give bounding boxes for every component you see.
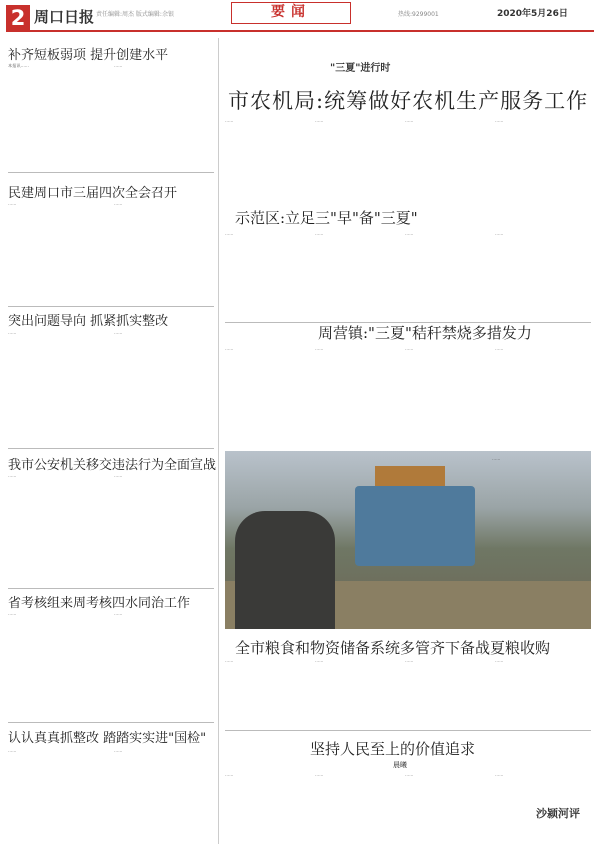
- section-title: 要闻: [231, 2, 351, 24]
- article-body: ……: [495, 658, 504, 663]
- article-body: ……: [114, 611, 123, 616]
- article-body: ……: [315, 772, 324, 777]
- article-body: ……: [405, 658, 414, 663]
- article-body: ……: [8, 201, 17, 206]
- headline-public-security: 我市公安机关移交违法行为全面宣战: [8, 458, 217, 473]
- article-body: ……: [405, 118, 414, 123]
- article-body: ……: [495, 346, 504, 351]
- article-body: ……: [495, 118, 504, 123]
- paper-name: 周口日报: [34, 8, 95, 26]
- headline-national-inspection: 认认真真抓整改 踏踏实实进"国检": [8, 731, 207, 746]
- divider: [8, 448, 214, 449]
- article-body: ……: [495, 772, 504, 777]
- editorial-byline: 晨曦: [393, 761, 407, 769]
- headline-democratic-league: 民建周口市三届四次全会召开: [8, 186, 178, 201]
- article-body: ……: [114, 748, 123, 753]
- article-body: ……: [315, 346, 324, 351]
- series-tag: "三夏"进行时: [330, 63, 391, 74]
- article-body: ……: [114, 201, 123, 206]
- headline-create-level: 补齐短板弱项 提升创建水平: [8, 48, 169, 63]
- divider: [8, 172, 214, 173]
- masthead: [0, 0, 600, 40]
- article-body: ……: [405, 772, 414, 777]
- article-body: 本报讯……: [8, 63, 29, 68]
- article-body: ……: [405, 346, 414, 351]
- article-body: ……: [225, 346, 234, 351]
- headline-rectification: 突出问题导向 抓紧抓实整改: [8, 314, 169, 329]
- headline-four-waters: 省考核组来周考核四水同治工作: [8, 596, 191, 611]
- subhead-grain-reserve: 全市粮食和物资储备系统多管齐下备战夏粮收购: [235, 639, 551, 657]
- article-body: ……: [8, 611, 17, 616]
- article-body: ……: [225, 658, 234, 663]
- divider: [8, 588, 214, 589]
- hotline: 热线:9299001: [398, 11, 439, 18]
- lead-headline: 市农机局:统筹做好农机生产服务工作: [228, 89, 589, 113]
- article-body: ……: [225, 118, 234, 123]
- column-divider: [218, 38, 219, 844]
- article-body: ……: [8, 748, 17, 753]
- article-body: ……: [495, 231, 504, 236]
- subhead-demo-zone: 示范区:立足三"早"备"三夏": [235, 209, 418, 227]
- article-body: ……: [405, 231, 414, 236]
- page-number: 2: [6, 5, 30, 31]
- divider: [225, 730, 591, 731]
- masthead-rule: [6, 30, 594, 32]
- editorial-headline: 坚持人民至上的价值追求: [310, 740, 476, 758]
- article-body: ……: [315, 118, 324, 123]
- divider: [8, 722, 214, 723]
- editor-info: 责任编辑:周杰 版式编辑:余银: [96, 11, 174, 18]
- article-body: ……: [315, 231, 324, 236]
- subhead-zhouying: 周营镇:"三夏"秸秆禁烧多措发力: [318, 324, 532, 342]
- article-body: ……: [8, 473, 17, 478]
- article-body: ……: [225, 772, 234, 777]
- photo-caption: ……: [492, 456, 501, 461]
- article-body: ……: [114, 330, 123, 335]
- column-logo: 沙颍河评: [536, 807, 580, 820]
- issue-date: 2020年5月26日: [497, 9, 568, 19]
- divider: [8, 306, 214, 307]
- article-body: ……: [8, 330, 17, 335]
- article-body: ……: [315, 658, 324, 663]
- article-body: ……: [114, 473, 123, 478]
- article-body: ……: [114, 63, 123, 68]
- article-body: ……: [225, 231, 234, 236]
